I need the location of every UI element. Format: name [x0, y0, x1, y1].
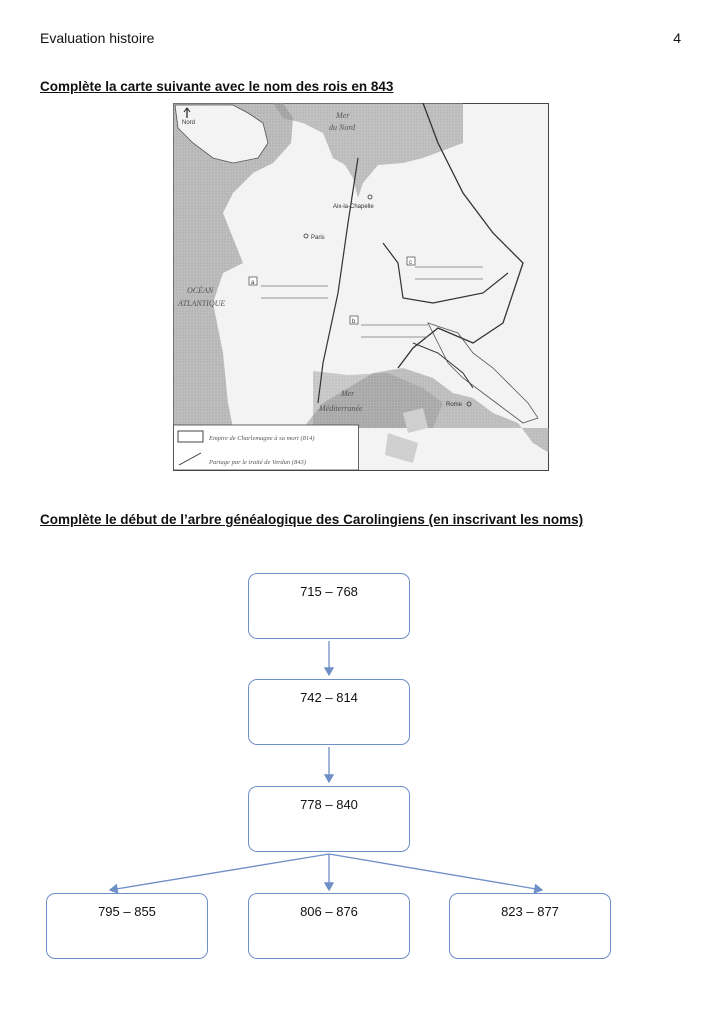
map-instruction-heading: Complète la carte suivante avec le nom des rois en 843 [40, 79, 394, 94]
north-sea-label-2: du Nord [329, 123, 356, 132]
document-header-title: Evaluation histoire [40, 30, 155, 46]
tree-instruction-heading: Complète le début de l’arbre généalogique des Carolingiens (en inscrivant les noms) [40, 512, 584, 527]
city-paris-label: Paris [311, 235, 325, 241]
tree-node-4[interactable]: 795 – 855 [46, 893, 208, 959]
tree-node-6[interactable]: 823 – 877 [449, 893, 611, 959]
north-label: Nord [182, 120, 196, 126]
med-sea-label-2: Méditerranée [319, 404, 363, 413]
ocean-label-1: OCÉAN [187, 286, 214, 295]
tree-node-1[interactable]: 715 – 768 [248, 573, 410, 639]
family-tree [0, 560, 719, 980]
city-aix-label: Aix-la-Chapelle [333, 204, 374, 210]
zone-a-label: a [251, 280, 255, 286]
tree-node-3[interactable]: 778 – 840 [248, 786, 410, 852]
tree-node-5[interactable]: 806 – 876 [248, 893, 410, 959]
legend-partition-label: Partage par le traité de Verdun (843) [209, 459, 306, 466]
historical-map [173, 103, 549, 471]
page-number: 4 [673, 30, 681, 46]
ocean-label-2: ATLANTIQUE [178, 299, 226, 308]
med-sea-label-1: Mer [341, 389, 355, 398]
tree-node-2[interactable]: 742 – 814 [248, 679, 410, 745]
arrow-n3-n6 [329, 854, 542, 890]
map-drawing [173, 103, 549, 471]
north-sea-label-1: Mer [336, 111, 350, 120]
zone-b-label: b [352, 319, 356, 325]
city-rome-label: Rome [446, 402, 463, 408]
zone-c-label: c [409, 260, 412, 266]
arrow-n3-n4 [110, 854, 329, 890]
legend-empire-label: Empire de Charlemagne à sa mort (814) [209, 435, 315, 442]
